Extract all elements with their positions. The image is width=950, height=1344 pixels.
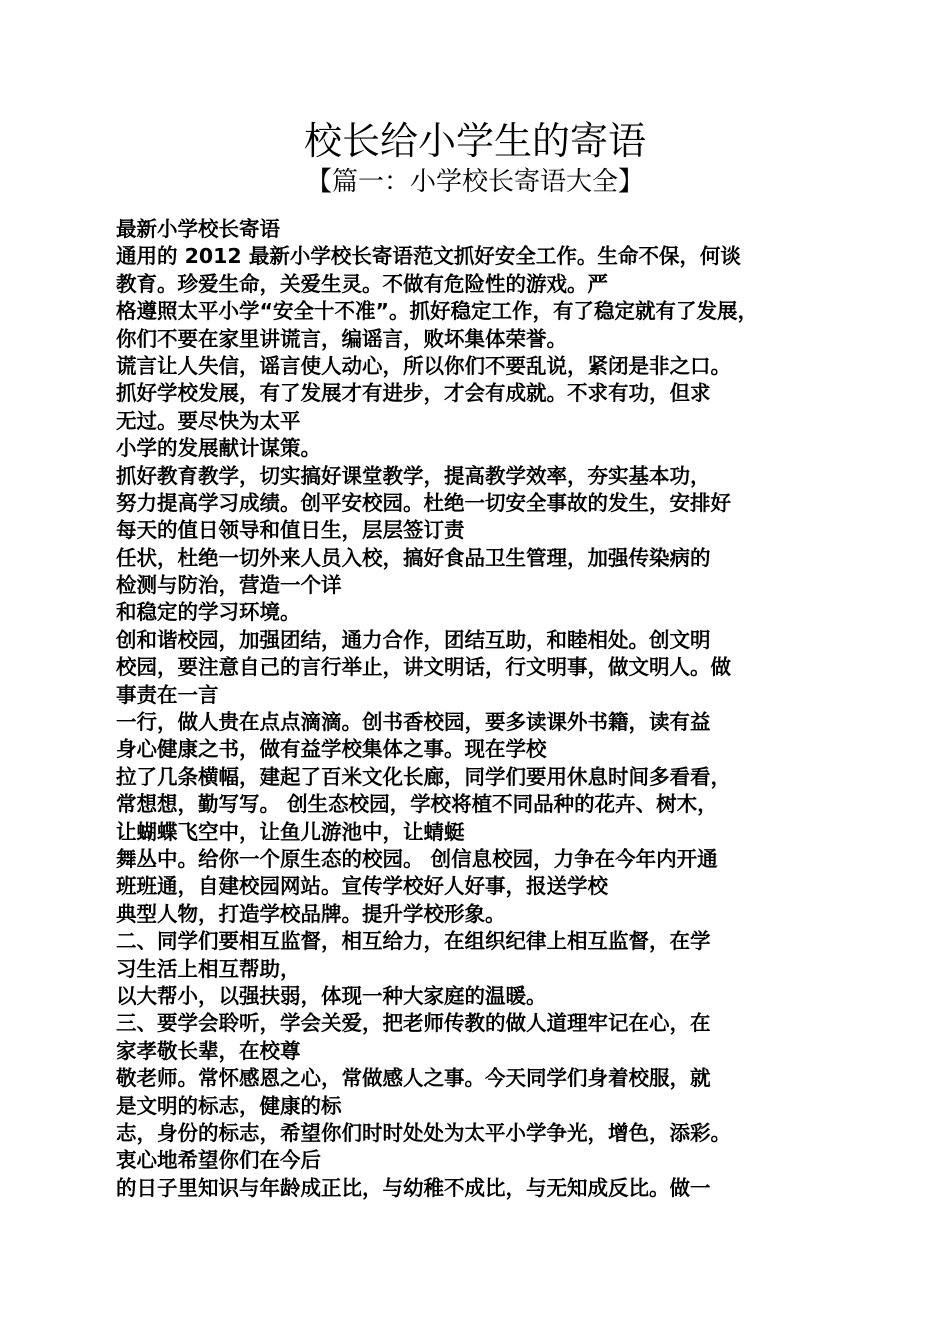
body-line: 典型人物，打造学校品牌。提升学校形象。 (116, 901, 506, 926)
body-line: 努力提高学习成绩。创平安校园。杜绝一切安全事故的发生，安排好 (116, 490, 731, 515)
body-line: 以大帮小，以强扶弱，体现一种大家庭的温暖。 (116, 983, 547, 1008)
body-line: 常想想，勤写写。 创生态校园，学校将植不同品种的花卉、树木， (116, 792, 718, 817)
document-subtitle: 【篇一：小学校长寄语大全】 (305, 167, 644, 197)
body-line: 任状，杜绝一切外来人员入校，搞好食品卫生管理，加强传染病的 (116, 545, 711, 570)
body-line: 无过。要尽快为太平 (116, 408, 301, 433)
body-line: 和稳定的学习环境。 (116, 600, 301, 625)
body-line: 创和谐校园，加强团结，通力合作，团结互助，和睦相处。创文明 (116, 627, 711, 652)
body-line: 谎言让人失信，谣言使人动心，所以你们不要乱说，紧闭是非之口。 (116, 353, 731, 378)
body-line: 让蝴蝶飞空中，让鱼儿游池中，让蜻蜓 (116, 819, 465, 844)
body-line: 检测与防治，营造一个详 (116, 573, 342, 598)
body-line: 是文明的标志，健康的标 (116, 1093, 342, 1118)
body-line: 格遵照太平小学“安全十不准”。抓好稳定工作，有了稳定就有了发展， (116, 299, 758, 324)
body-line: 三、要学会聆听，学会关爱，把老师传教的做人道理牢记在心，在 (116, 1011, 711, 1036)
body-line: 衷心地希望你们在今后 (116, 1148, 321, 1173)
body-line: 抓好学校发展，有了发展才有进步，才会有成就。不求有功，但求 (116, 381, 711, 406)
body-line: 事责在一言 (116, 682, 219, 707)
body-line: 二、同学们要相互监督，相互给力，在组织纪律上相互监督，在学 (116, 929, 711, 954)
body-line: 的日子里知识与年龄成正比，与幼稚不成比，与无知成反比。做一 (116, 1175, 711, 1200)
body-line: 通用的 2012 最新小学校长寄语范文抓好安全工作。生命不保，何谈 (116, 244, 741, 269)
document-body (116, 216, 846, 1202)
body-line: 教育。珍爱生命，关爱生灵。不做有危险性的游戏。严 (116, 271, 608, 296)
body-line: 班班通，自建校园网站。宣传学校好人好事，报送学校 (116, 874, 608, 899)
body-line: 身心健康之书，做有益学校集体之事。现在学校 (116, 737, 547, 762)
body-line: 小学的发展献计谋策。 (116, 436, 321, 461)
body-line: 舞丛中。给你一个原生态的校园。 创信息校园，力争在今年内开通 (116, 846, 718, 871)
body-line: 习生活上相互帮助， (116, 956, 301, 981)
body-line: 你们不要在家里讲谎言，编谣言，败坏集体荣誉。 (116, 326, 567, 351)
body-line: 家孝敬长辈，在校尊 (116, 1038, 301, 1063)
body-line: 每天的值日领导和值日生，层层签订责 (116, 518, 465, 543)
body-line: 拉了几条横幅，建起了百米文化长廊，同学们要用休息时间多看看， (116, 764, 731, 789)
body-line: 抓好教育教学，切实搞好课堂教学，提高教学效率，夯实基本功， (116, 463, 711, 488)
body-line: 最新小学校长寄语 (116, 217, 280, 241)
body-line: 校园，要注意自己的言行举止，讲文明话，行文明事，做文明人。做 (116, 655, 731, 680)
body-line: 敬老师。常怀感恩之心，常做感人之事。今天同学们身着校服，就 (116, 1066, 711, 1091)
body-line: 一行，做人贵在点点滴滴。创书香校园，要多读课外书籍，读有益 (116, 710, 711, 735)
body-line: 志，身份的标志，希望你们时时处处为太平小学争光，增色，添彩。 (116, 1120, 731, 1145)
document-title: 校长给小学生的寄语 (303, 119, 646, 163)
